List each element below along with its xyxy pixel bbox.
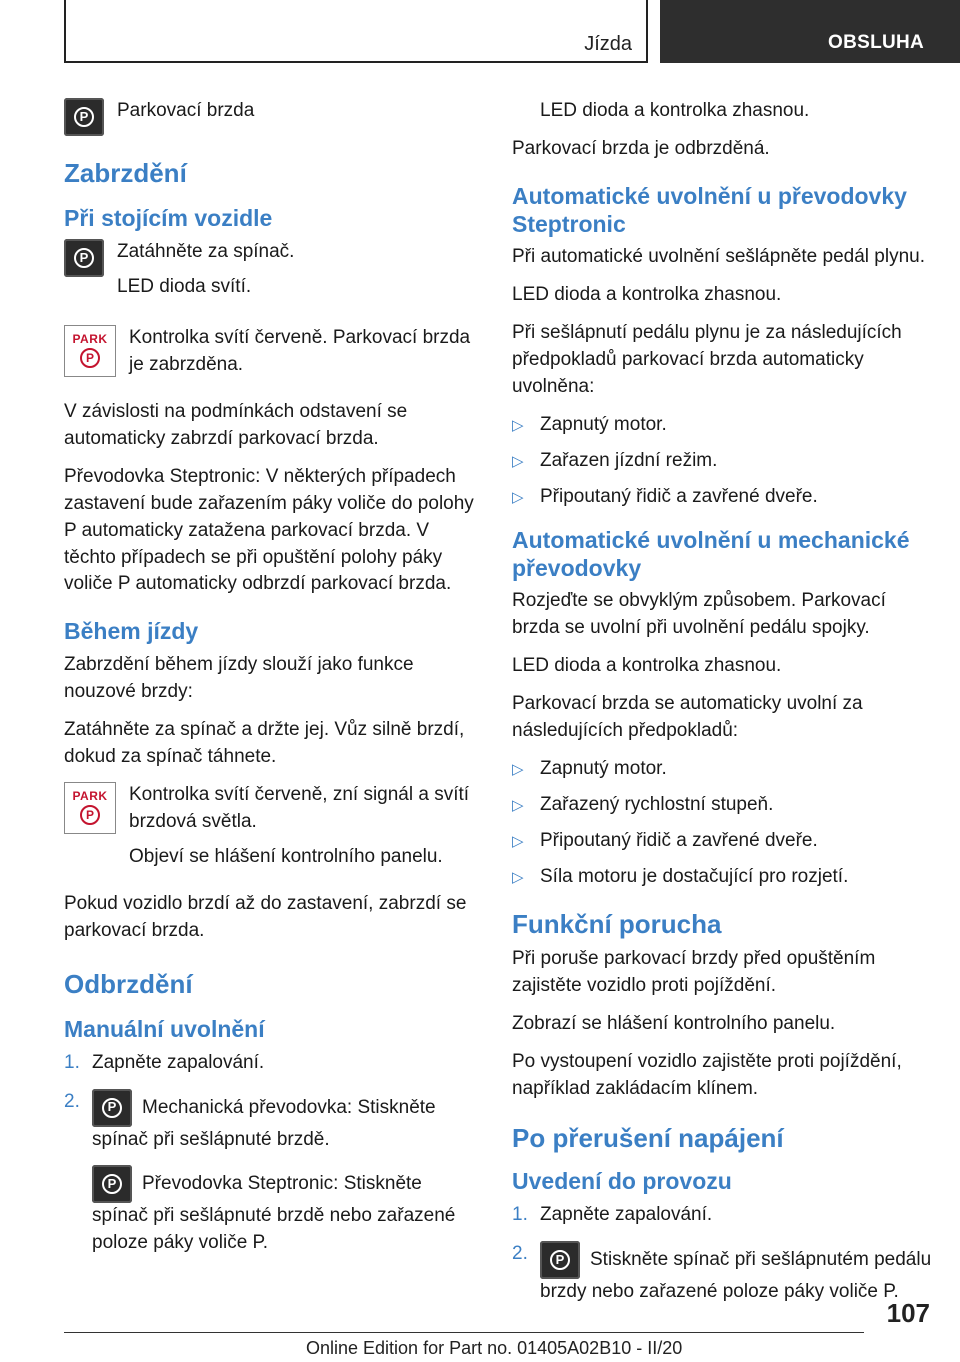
malfunction-text-1: Při poruše parkovací brzdy před opuštěním zajistěte vozidlo proti pojíždění. (512, 948, 876, 997)
heading-stationary: Při stojícím vozidle (64, 205, 273, 232)
list-item: ▷ Zařazený rychlostní stupeň. (512, 794, 774, 815)
list-item: ▷ Zapnutý motor. (512, 758, 667, 779)
list-item: 1. Zapněte zapalování. (64, 1051, 265, 1073)
list-item: ▷ Síla motoru je dostačující pro rozjetí. (512, 866, 849, 887)
header-section-title: Jízda (584, 33, 632, 55)
drive-off-text: Rozjeďte se obvyklým způsobem. Parkovací brzda se uvolní při uvolnění pedálu spojky. (512, 590, 886, 639)
header-chapter-tab: OBSLUHA (660, 0, 960, 63)
hold-switch-text: Zatáhněte za spínač a držte jej. Vůz silně brzdí, dokud za spínač táhnete. (64, 718, 465, 767)
heading-restore-operation: Uvedení do provozu (512, 1168, 732, 1195)
park-red-text-2: Kontrolka svítí červeně, zní signál a svítí brzdová světla. (129, 783, 470, 832)
parking-brake-intro (64, 98, 480, 136)
footer-divider (64, 1332, 864, 1333)
footer-edition: Online Edition for Part no. 01405A02B10 - II/20 (306, 1338, 683, 1358)
park-warning-icon: PARK P (64, 325, 116, 377)
list-item: ▷ Zařazen jízdní režim. (512, 449, 718, 471)
led-off-text-1: LED dioda a kontrolka zhasnou. (540, 100, 810, 121)
list-item: 2. P Stiskněte spínač při sešlápnutém pedálu brzdy nebo zařazené poloze páky voliče P. (512, 1242, 932, 1302)
restore-steps (512, 1202, 932, 1306)
conditions-text-2: Parkovací brzda se automaticky uvolní za následujících předpokladů: (512, 693, 863, 742)
manual-release-steps (64, 1050, 480, 1154)
heading-while-driving: Během jízdy (64, 618, 199, 645)
stationary-instructions (64, 239, 480, 309)
parking-brake-label: Parkovací brzda (117, 100, 255, 121)
brake-released-text: Parkovací brzda je odbrzděná. (512, 137, 770, 159)
parking-brake-switch-icon: P (64, 239, 104, 277)
park-warning-icon: PARK P (64, 782, 116, 834)
conditions-text: Při sešlápnutí pedálu plynu je za následujících předpokladů parkovací brzda automaticky uvolněna: (512, 322, 902, 397)
page-number: 107 (886, 1298, 930, 1328)
list-item: ▷ Připoutaný řidič a zavřené dveře. (512, 830, 818, 851)
stationary-pull-text: Zatáhněte za spínač. (117, 240, 295, 262)
heading-manual-release: Manuální uvolnění (64, 1015, 265, 1042)
parking-brake-switch-icon: P (92, 1089, 132, 1127)
heading-auto-release-steptronic: Automatické uvolnění u převodovky Steptronic (512, 182, 907, 237)
stationary-led-text: LED dioda svítí. (117, 275, 252, 297)
steptronic-conditions-list (512, 412, 932, 511)
control-panel-message-text: Objeví se hlášení kontrolního panelu. (129, 845, 443, 867)
list-item: 1. Zapněte zapalování. (512, 1203, 713, 1225)
right-column (512, 98, 932, 1318)
led-off-text-3: LED dioda a kontrolka zhasnou. (512, 655, 782, 677)
list-item: ▷ Připoutaný řidič a zavřené dveře. (512, 485, 818, 507)
heading-braking: Zabrzdění (64, 158, 187, 188)
manual-conditions-list (512, 756, 932, 891)
steptronic-text: Převodovka Steptronic: V některých případech zastavení bude zařazením páky voliče do polohy P automaticky zatažena parkovací brzda. V těchto případech se při opuštění polohy páky voliče P automaticky odbrzdí parkovací brzda. (64, 465, 474, 595)
heading-power-interruption: Po přerušení napájení (512, 1123, 784, 1154)
heading-malfunction: Funkční porucha (512, 909, 722, 939)
auto-gas-text: Při automatické uvolnění sešlápněte pedál plynu. (512, 246, 925, 268)
emergency-brake-text: Zabrzdění během jízdy slouží jako funkce nouzové brzdy: (64, 654, 414, 702)
auto-brake-text: V závislosti na podmínkách odstavení se automaticky zabrzdí parkovací brzda. (64, 400, 408, 449)
park-indicator-note-1 (64, 325, 480, 387)
parking-brake-switch-icon: P (540, 1241, 580, 1279)
park-indicator-note-2 (64, 782, 480, 879)
manual-step2-steptronic: P Převodovka Steptronic: Stiskněte spínač při sešlápnuté brzdě nebo zařazené poloze páky voliče P. (92, 1165, 480, 1257)
list-item: 2. P Mechanická převodovka: Stiskněte spínač při sešlápnuté brzdě. (64, 1090, 436, 1150)
header-frame (64, 0, 648, 63)
heading-auto-release-manual: Automatické uvolnění u mechanické převodovky (512, 526, 910, 581)
malfunction-text-3: Po vystoupení vozidlo zajistěte proti pojíždění, například zakládacím klínem. (512, 1051, 902, 1100)
until-stop-text: Pokud vozidlo brzdí až do zastavení, zabrzdí se parkovací brzda. (64, 892, 467, 941)
parking-brake-switch-icon: P (92, 1165, 132, 1203)
left-column (64, 98, 480, 1257)
led-off-text-2: LED dioda a kontrolka zhasnou. (512, 284, 782, 306)
park-red-text-1: Kontrolka svítí červeně. Parkovací brzda je zabrzděna. (129, 326, 471, 375)
list-item: ▷ Zapnutý motor. (512, 413, 667, 435)
malfunction-text-2: Zobrazí se hlášení kontrolního panelu. (512, 1013, 836, 1035)
parking-brake-switch-icon: P (64, 98, 104, 136)
heading-release: Odbrzdění (64, 968, 193, 999)
